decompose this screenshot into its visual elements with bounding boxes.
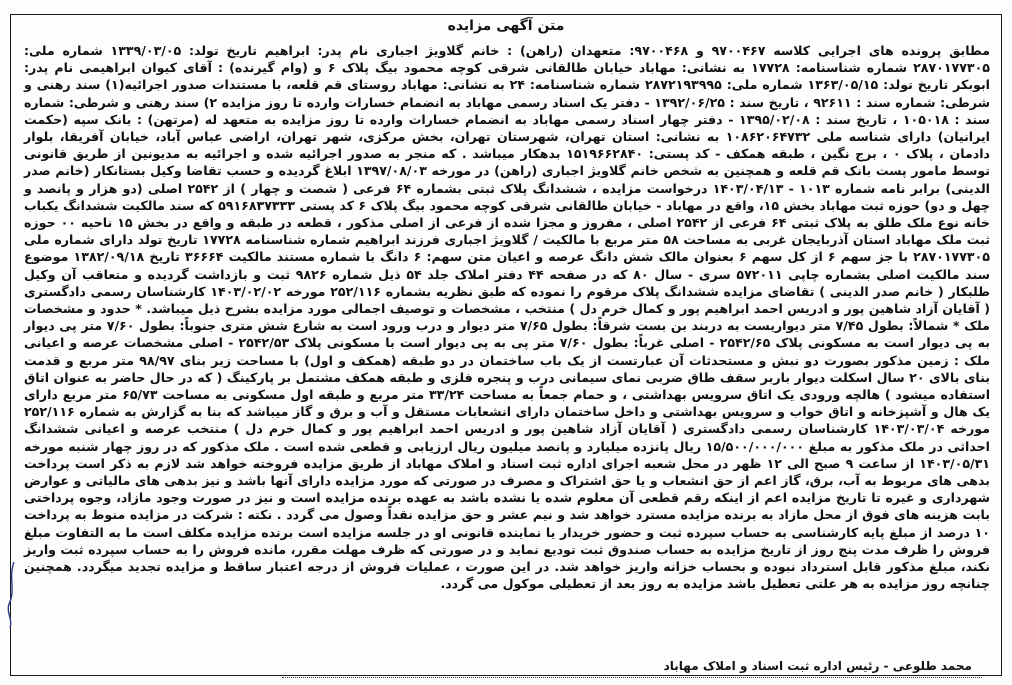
notice-paragraph: مطابق پرونده های اجرایی کلاسه ۹۷۰۰۴۶۷ و ۹۷۰۰۴۶۸: متعهدان (راهن) : خانم گلاویژ اجباری نام پدر: ابراهیم تاریخ تولد: ۱۳۳۹/۰۳/۰۵ شماره ملی: ۲۸۷۰۱۷۷۳۰۵ شماره شناسنامه: ۱۷۷۲۸ به نشانی: مهاباد خیابان طالقانی شرقی کوچه محمود بیگ پلاک ۶ و (وام گیرنده) : آقای کیوان ابراهیمی نام پدر: ابوبکر تاریخ تولد: ۱۳۶۳/۰۵/۱۵ شماره ملی: ۲۸۷۲۱۹۳۹۹۵ شماره شناسنامه: ۲۴ به نشانی: مهاباد روستای قم قلعه، با مستندات صدور اجرائیه(۱) سند رهنی و شرطی: شماره سند : ۹۲۶۱۱ ، تاریخ سند : ۱۳۹۲/۰۶/۲۵ - دفتر یک اسناد رسمی مهاباد به انضمام خسارات وارده تا روز مزایده ۲) سند رهنی و شرطی: شماره سند : ۱۰۵۰۱۸ ، تاریخ سند : ۱۳۹۵/۰۲/۰۸ - دفتر چهار اسناد رسمی مهاباد به انضمام خسارات وارده تا روز مزایده به متعهد له (مرتهن) : بانک سپه (حکمت ایرانیان) دارای شناسه ملی ۱۰۸۶۲۰۶۴۷۳۲ به نشانی: استان تهران، شهرستان تهران، بخش مرکزی، شهر تهران، اراضی عباس آباد، خیابان آفریقا، بلوار دادمان ، پلاک ۰ ، برج نگین ، طبقه همکف - کد پستی: ۱۵۱۹۶۶۲۸۴۰ بدهکار میباشد . که منجر به صدور اجرائیه شده و اجرائیه به مدیونین از طریق قانونی توسط مامور پست بانک قم قلعه و همچنین به شخص خانم گلاویژ اجباری (راهن) در مورخه ۱۳۹۷/۰۸/۰۳ ابلاغ گردیده و حسب تقاضا وکیل بستانکار (خانم صدر الدینی) برابر نامه شماره ۱۰۱۳ - ۱۴۰۳/۰۴/۱۳ درخواست مزایده ، ششدانگ پلاک ثبتی بشماره ۶۴ فرعی ( شصت و چهار ) از ۲۵۴۲ اصلی (دو هزار و پانصد و چهل و دو) حوزه ثبت مهاباد بخش ۱۵، واقع در مهاباد - خیابان طالقانی شرقی کوچه محمود بیگ پلاک ۶ کد پستی ۵۹۱۶۸۳۷۳۳۳ که سند مالکیت ششدانگ یکباب خانه نوع ملک طلق به پلاک ثبتی ۶۴ فرعی از ۲۵۴۲ اصلی ، مفروز و مجزا شده از فرعی از اصلی مذکور ، قطعه در طبقه و واقع در بخش ۱۵ ناحیه ۰۰ حوزه ثبت ملک مهاباد استان آذربایجان غربی به مساحت ۵۸ متر مربع با مالکیت / گلاویژ اجباری فرزند ابراهیم شماره شناسنامه ۱۷۷۲۸ تاریخ تولد دارای شماره ملی ۲۸۷۰۱۷۷۳۰۵ با جز سهم ۶ از کل سهم ۶ بعنوان مالک شش دانگ عرصه و اعیان متن سهم: ۶ دانگ با شماره مستند مالکیت ۳۶۶۶۴ تاریخ ۱۳۸۲/۰۹/۱۸ موضوع سند مالکیت اصلی بشماره چاپی ۵۷۲۰۱۱ سری - سال ۸۰ که در صفحه ۴۴ دفتر املاک جلد ۵۴ ذیل شماره ۹۸۲۶ ثبت و بازداشت گردیده و متعاقب آن وکیل طلبکار ( خانم صدر الدینی ) تقاضای مزایده ششدانگ پلاک مرقوم را نموده که طبق نظریه بشماره ۲۵۲/۱۱۶ مورخه ۱۴۰۳/۰۲/۰۲ کارشناسان رسمی دادگستری ( آقایان آزاد شاهین پور و ادریس احمد ابراهیم پور و کمال خرم دل ) منتخب ، مشخصات و توصیف اجمالی مورد مزایده بشرح ذیل میباشد. * حدود و مشخصات ملک * شمالاً: بطول ۷/۴۵ متر دیواریست به دربند بن بست شرقاً: بطول ۷/۶۵ متر دیوار و درب ورود است به شارع شش متری جنوباً: بطول ۷/۶۰ متر پی دیوار به پی دیوار است به مسکونی پلاک ۲۵۴۲/۶۵ - اصلی غرباً: بطول ۷/۶۰ متر پی به پی دیوار است با مسکونی پلاک ۲۵۴۲/۵۳ - اصلی مشخصات عرصه و اعیانی ملک : زمین مذکور بصورت دو نبش و مستحدثات آن عبارتست از یک باب ساختمان در دو طبقه (همکف و اول) با مساحت زیر بنای ۹۸/۹۷ متر مربع و قدمت بنای بالای ۲۰ سال اسکلت دیوار باربر سقف طاق ضربی نمای سیمانی درب و پنجره فلزی و طبقه همکف مشتمل بر پارکینگ ( که در حال حاضر به عنوان اتاق استفاده میشود ) هالچه ورودی یک اتاق سرویس بهداشتی ، و حمام جمعاً به مساحت ۳۳/۲۴ متر مربع و طبقه اول مسکونی به مساحت ۶۵/۷۳ متر مربع دارای یک هال و آشپزخانه و اتاق خواب و سرویس بهداشتی و داخل ساختمان دارای انشعابات مستقل و آب و برق و گاز میباشد که بنا به گزارش به شماره ۲۵۲/۱۱۶ مورخه ۱۴۰۳/۰۳/۰۴ کارشناسان رسمی دادگستری ( آقایان آزاد شاهین پور و ادریس احمد ابراهیم پور و کمال خرم دل ) منتخب عرصه و اعیانی ششدانگ احداثی در ملک مذکور به مبلغ ۱۵/۵۰۰/۰۰۰/۰۰۰ ریال پانزده میلیارد و پانصد میلیون ریال ارزیابی و قطعی شده است . ملک مذکور که در روز چهار شنبه مورخه ۱۴۰۳/۰۵/۳۱ از ساعت ۹ صبح الی ۱۲ ظهر در محل شعبه اجرای اداره ثبت اسناد و املاک مهاباد از طریق مزایده فروخته خواهد شد لازم به ذکر است پرداخت بدهی های مربوط به آب، برق، گاز اعم از حق انشعاب و یا حق اشتراک و مصرف در صورتی که مورد مزایده دارای آنها باشد و نیز بدهی های مالیاتی و عوارض شهرداری و غیره تا تاریخ مزایده اعم از اینکه رقم قطعی آن معلوم شده یا نشده باشد به عهده برنده مزایده است و نیز در صورت وجود مازاد، وجوه پرداختی بابت هزینه های فوق از محل مازاد به برنده مزایده مسترد خواهد شد و نیم عشر و حق مزایده نقداً وصول می گردد . نکته : شرکت در مزایده منوط به پرداخت ۱۰ درصد از مبلغ پایه کارشناسی به حساب سپرده ثبت و حضور خریدار یا نماینده قانونی او در جلسه مزایده است برنده مزایده مکلف است ما به التفاوت مبلغ فروش را ظرف مدت پنج روز از تاریخ مزایده به حساب صندوق ثبت تودیع نماید و در صورتی که ظرف مهلت مقرر، مانده فروش را به حساب سپرده ثبت واریز نکند، مبلغ مذکور قابل استرداد نبوده و بحساب خزانه واریز خواهد شد. در این صورت ، عملیات فروش از درجه اعتبار ساقط و مزایده تجدید میگردد. همچنین چنانچه روز مزایده به هر علتی تعطیل باشد مزایده به روز بعد از تعطیلی موکول می گردد. bbox=[24, 43, 991, 592]
pen-mark-icon bbox=[4, 560, 18, 630]
notice-body bbox=[24, 42, 990, 593]
clipped-next-line bbox=[282, 677, 982, 685]
signature-line: محمد طلوعی - رئیس اداره ثبت اسناد و املاک مهاباد bbox=[663, 659, 972, 673]
notice-title: متن آگهی مزایده bbox=[447, 18, 565, 34]
